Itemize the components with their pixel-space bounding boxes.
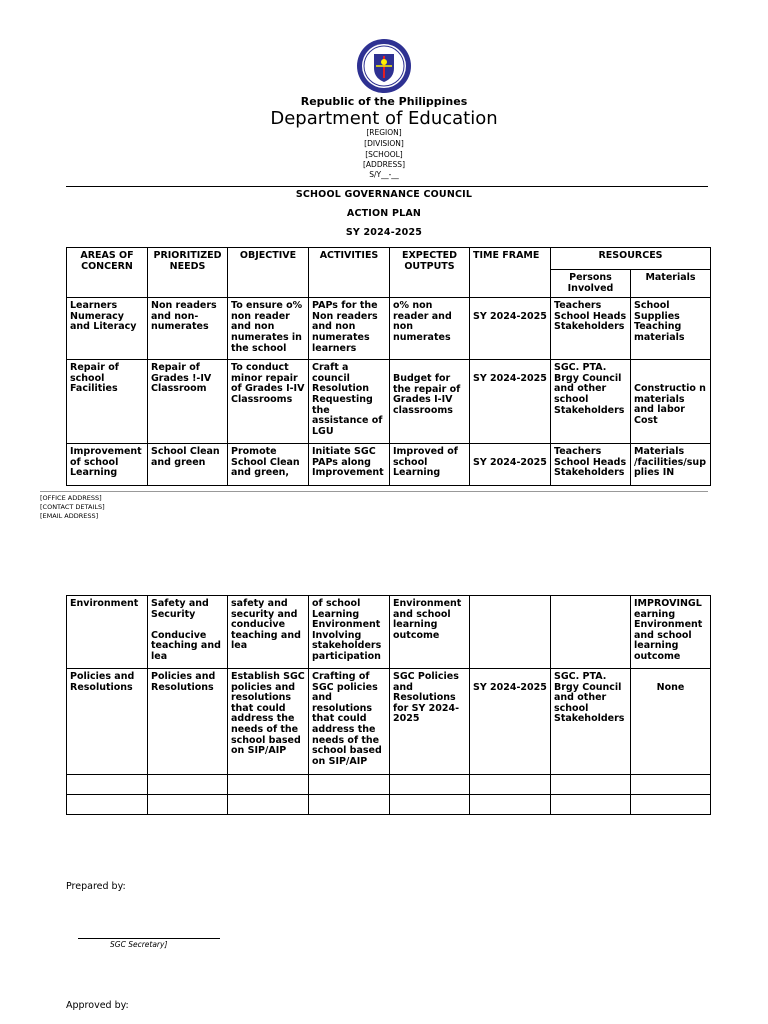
footer-divider: [40, 491, 708, 492]
cell-empty: [631, 775, 711, 795]
cell-empty: [551, 775, 631, 795]
cell-empty: [228, 775, 309, 795]
action-plan-title: ACTION PLAN: [346, 208, 422, 219]
table-row-empty: [67, 795, 711, 815]
email-address: [EMAIL ADDRESS]: [40, 512, 99, 520]
cell-timeframe: SY 2024-2025: [470, 360, 551, 444]
school-year-line: S/Y__-__: [369, 170, 399, 179]
header-persons: Persons Involved: [551, 270, 631, 298]
cell-needs: Safety and Security Conducive teaching and lea: [148, 596, 228, 669]
cell-persons: Teachers School Heads Stakeholders: [551, 444, 631, 486]
cell-persons: Teachers School Heads Stakeholders: [551, 298, 631, 360]
cell-timeframe: SY 2024-2025: [470, 669, 551, 775]
region-line: [REGION]: [366, 128, 402, 137]
cell-objective: safety and security and conducive teaching and lea: [228, 596, 309, 669]
cell-needs: Repair of Grades !-IV Classroom: [148, 360, 228, 444]
header-activities: ACTIVITIES: [309, 248, 390, 298]
cell-empty: [470, 795, 551, 815]
department-heading: Department of Education: [270, 108, 498, 129]
cell-materials: Materials /facilities/sup plies IN: [631, 444, 711, 486]
cell-outputs: SGC Policies and Resolutions for SY 2024-2025: [390, 669, 470, 775]
header-divider: [66, 186, 708, 187]
cell-persons: SGC. PTA. Brgy Council and other school Stakeholders: [551, 669, 631, 775]
action-plan-table: [66, 247, 711, 486]
action-plan-table-continued: [66, 595, 711, 815]
signature-line: [78, 938, 220, 939]
table-row: [67, 444, 711, 486]
cell-activities: PAPs for the Non readers and non numerates learners: [309, 298, 390, 360]
division-line: [DIVISION]: [364, 139, 404, 148]
republic-heading: Republic of the Philippines: [300, 95, 468, 108]
cell-materials: None: [631, 669, 711, 775]
cell-needs: Non readers and non-numerates: [148, 298, 228, 360]
cell-area: Improvement of school Learning: [67, 444, 148, 486]
cell-objective: Establish SGC policies and resolutions that could address the needs of the school based on SIP/AIP: [228, 669, 309, 775]
header-needs: PRIORITIZED NEEDS: [148, 248, 228, 298]
cell-activities: of school Learning Environment Involving stakeholders participation: [309, 596, 390, 669]
table-row: [67, 298, 711, 360]
cell-outputs: Environment and school learning outcome: [390, 596, 470, 669]
deped-seal: [356, 38, 412, 94]
cell-objective: To conduct minor repair of Grades I-IV Classrooms: [228, 360, 309, 444]
cell-timeframe: [470, 596, 551, 669]
header-objective: OBJECTIVE: [228, 248, 309, 298]
cell-area: Environment: [67, 596, 148, 669]
cell-area: Policies and Resolutions: [67, 669, 148, 775]
cell-objective: Promote School Clean and green,: [228, 444, 309, 486]
cell-empty: [67, 775, 148, 795]
cell-activities: Initiate SGC PAPs along Improvement: [309, 444, 390, 486]
prepared-by-label: Prepared by:: [66, 881, 126, 892]
approved-by-label: Approved by:: [66, 1000, 129, 1011]
table-row: [67, 596, 711, 669]
table-row: [67, 360, 711, 444]
cell-objective: To ensure o% non reader and non numerates in the school: [228, 298, 309, 360]
table-row: [67, 669, 711, 775]
cell-activities: Craft a council Resolution Requesting the assistance of LGU: [309, 360, 390, 444]
cell-needs: Policies and Resolutions: [148, 669, 228, 775]
cell-empty: [309, 795, 390, 815]
header-outputs: EXPECTED OUTPUTS: [390, 248, 470, 298]
cell-empty: [390, 775, 470, 795]
cell-empty: [551, 795, 631, 815]
cell-outputs: Improved of school Learning: [390, 444, 470, 486]
table-row-empty: [67, 775, 711, 795]
cell-timeframe: SY 2024-2025: [470, 298, 551, 360]
cell-empty: [631, 795, 711, 815]
cell-empty: [67, 795, 148, 815]
cell-empty: [309, 775, 390, 795]
cell-outputs: Budget for the repair of Grades I-IV classrooms: [390, 360, 470, 444]
cell-outputs: o% non reader and non numerates: [390, 298, 470, 360]
header-materials: Materials: [631, 270, 711, 298]
cell-empty: [228, 795, 309, 815]
cell-empty: [470, 775, 551, 795]
plan-year-title: SY 2024-2025: [345, 227, 423, 238]
cell-empty: [390, 795, 470, 815]
cell-persons: [551, 596, 631, 669]
cell-needs: School Clean and green: [148, 444, 228, 486]
contact-details: [CONTACT DETAILS]: [40, 503, 105, 511]
cell-materials: IMPROVINGL earning Environment and school learning outcome: [631, 596, 711, 669]
cell-materials: School Supplies Teaching materials: [631, 298, 711, 360]
cell-persons: SGC. PTA. Brgy Council and other school Stakeholders: [551, 360, 631, 444]
cell-activities: Crafting of SGC policies and resolutions that could address the needs of the school based on SIP/AIP: [309, 669, 390, 775]
header-resources: RESOURCES: [551, 248, 711, 270]
cell-timeframe: SY 2024-2025: [470, 444, 551, 486]
header-areas: AREAS OF CONCERN: [67, 248, 148, 298]
cell-area: Repair of school Facilities: [67, 360, 148, 444]
council-title: SCHOOL GOVERNANCE COUNCIL: [295, 189, 473, 200]
address-line: [ADDRESS]: [362, 160, 405, 169]
cell-materials: Constructio n materials and labor Cost: [631, 360, 711, 444]
header-timeframe: TIME FRAME: [470, 248, 551, 298]
secretary-title: SGC Secretary]: [110, 940, 168, 949]
cell-empty: [148, 795, 228, 815]
school-line: [SCHOOL]: [365, 150, 403, 159]
office-address: [OFFICE ADDRESS]: [40, 494, 102, 502]
cell-empty: [148, 775, 228, 795]
cell-area: Learners Numeracy and Literacy: [67, 298, 148, 360]
